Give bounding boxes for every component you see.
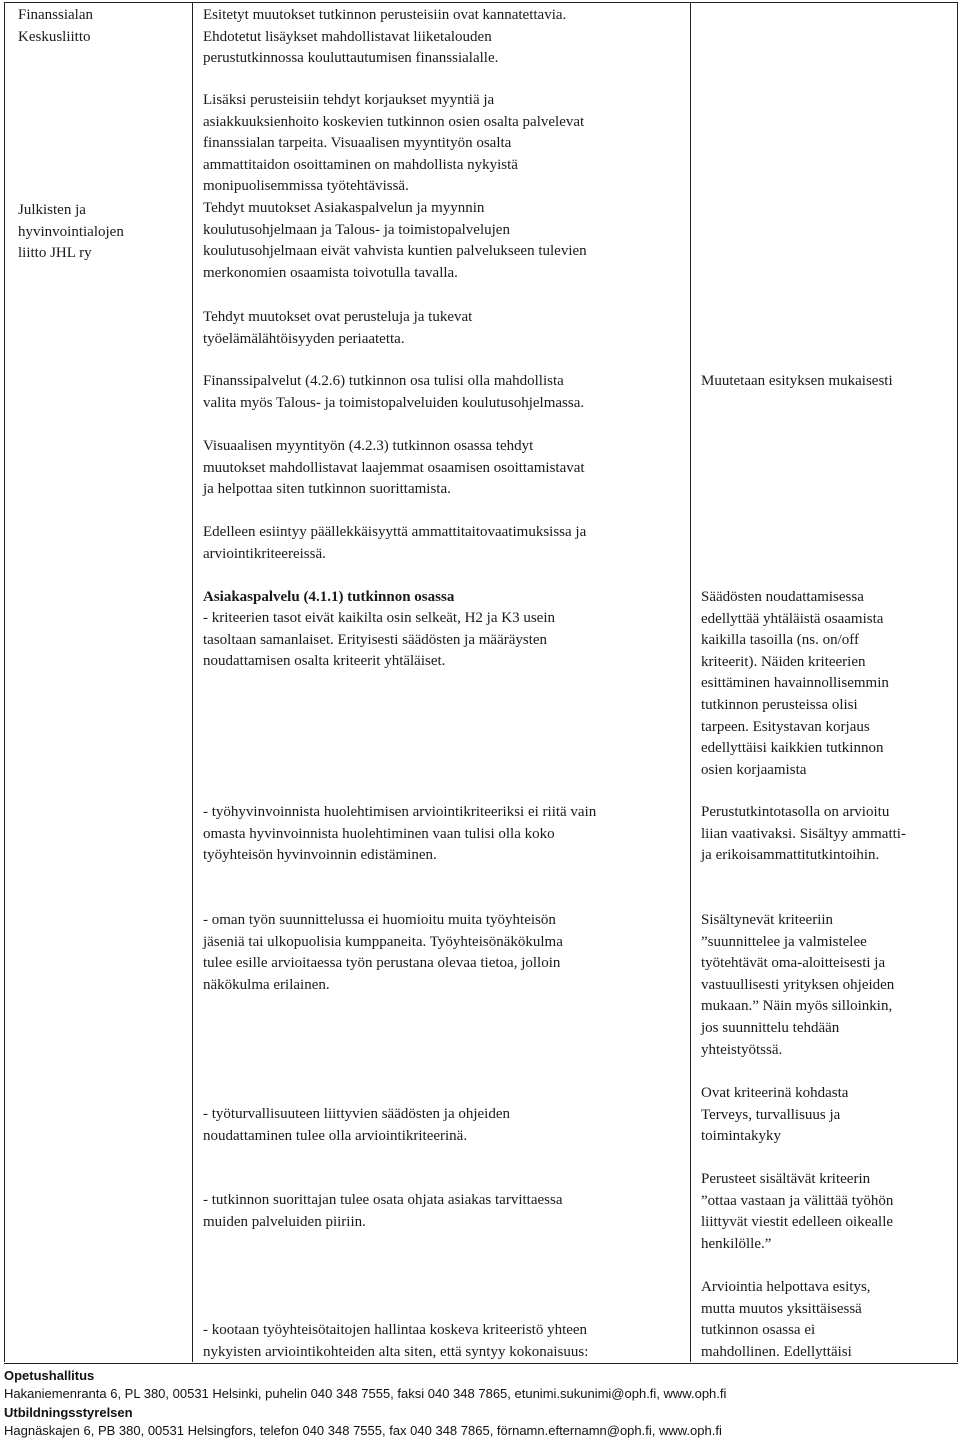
comment-paragraph: monipuolisemmissa työtehtävissä. [203, 178, 409, 195]
response-paragraph: tutkinnon osassa ei [701, 1322, 816, 1339]
comment-paragraph: valita myös Talous- ja toimistopalveluiden koulutusohjelmassa. [203, 394, 585, 411]
comment-paragraph: työelämälähtöisyyden periaatetta. [203, 330, 405, 347]
response-paragraph: yhteistyötssä. [701, 1041, 783, 1058]
response-paragraph: liian vaativaksi. Sisältyy ammatti- [701, 825, 906, 842]
comment-paragraph: Tehdyt muutokset Asiakaspalvelun ja myynnin [203, 200, 485, 216]
table-col-divider-1 [192, 2, 193, 1362]
response-paragraph: Muutetaan esityksen mukaisesti [701, 373, 893, 389]
comment-paragraph: - työhyvinvoinnista huolehtimisen arviointikriteeriksi ei riitä vain [203, 804, 597, 820]
footer-address-fi: Hakaniemenranta 6, PL 380, 00531 Helsinki, puhelin 040 348 7555, faksi 040 348 7865, etunimi.sukunimi@oph.fi, www.oph.fi [4, 1386, 727, 1401]
comment-paragraph: Lisäksi perusteisiin tehdyt korjaukset myyntiä ja [203, 92, 495, 108]
comment-paragraph: merkonomien osaamista toivotulla tavalla. [203, 264, 458, 281]
comment-paragraph: Visuaalisen myyntityön (4.2.3) tutkinnon osassa tehdyt [203, 438, 534, 454]
response-paragraph: tarpeen. Esitystavan korjaus [701, 718, 870, 735]
response-paragraph: ja erikoisammattitutkintoihin. [701, 847, 880, 864]
comment-paragraph: arviointikriteereissä. [203, 545, 326, 562]
comment-paragraph: työyhteisön hyvinvoinnin edistäminen. [203, 847, 437, 864]
response-paragraph: edellyttää yhtäläistä osaamista [701, 610, 884, 627]
response-paragraph: mukaan.” Näin myös silloinkin, [701, 998, 893, 1015]
response-paragraph: Sisältynevät kriteeriin [701, 912, 834, 928]
response-paragraph: mahdollinen. Edellyttäisi [701, 1343, 852, 1360]
response-paragraph: kaikilla tasoilla (ns. on/off [701, 632, 860, 649]
response-paragraph: Ovat kriteerinä kohdasta [701, 1085, 849, 1101]
response-paragraph: henkilölle.” [701, 1235, 772, 1252]
comment-paragraph: Esitetyt muutokset tutkinnon perusteisiin ovat kannatettavia. [203, 7, 567, 23]
response-paragraph: jos suunnittelu tehdään [701, 1020, 840, 1036]
organization-name: hyvinvointialojen [18, 223, 124, 240]
table-left-border [4, 2, 5, 1362]
organization-name: Finanssialan [18, 7, 93, 23]
comment-paragraph: koulutusohjelmaan ja Talous- ja toimistopalvelujen [203, 221, 510, 238]
organization-name: liitto JHL ry [18, 245, 92, 262]
table-top-border [4, 2, 958, 3]
footer-org-fi: Opetushallitus [4, 1368, 95, 1383]
comment-paragraph: Ehdotetut lisäykset mahdollistavat liiketalouden [203, 28, 492, 45]
response-paragraph: kriteerit). Näiden kriteerien [701, 653, 866, 670]
response-paragraph: edellyttäisi kaikkien tutkinnon [701, 740, 884, 757]
comment-paragraph: muiden palveluiden piiriin. [203, 1213, 366, 1230]
comment-paragraph: tulee esille arvioitaessa työn perustana olevaa tietoa, jolloin [203, 955, 561, 972]
comment-paragraph: asiakkuuksienhoito koskevien tutkinnon osien osalta palvelevat [203, 113, 585, 130]
comment-paragraph: muutokset mahdollistavat laajemmat osaamisen osoittamistavat [203, 459, 585, 476]
response-paragraph: ”suunnittelee ja valmistelee [701, 933, 867, 950]
response-paragraph: ”ottaa vastaan ja välittää työhön [701, 1192, 894, 1209]
comment-paragraph: omasta hyvinvoinnista huolehtiminen vaan tulisi olla koko [203, 825, 555, 842]
comment-paragraph: noudattamisen osalta kriteerit yhtäläiset. [203, 653, 446, 670]
comment-paragraph: - kriteerien tasot eivät kaikilta osin selkeät, H2 ja K3 usein [203, 610, 555, 626]
response-paragraph: työtehtävät oma-aloitteisesti ja [701, 955, 886, 972]
response-paragraph: vastuullisesti yrityksen ohjeiden [701, 976, 895, 993]
footer-address-sv: Hagnäskajen 6, PB 380, 00531 Helsingfors, telefon 040 348 7555, fax 040 348 7865, förnamn.efternamn@oph.fi, www.oph.fi [4, 1423, 722, 1438]
comment-paragraph: - oman työn suunnittelussa ei huomioitu muita työyhteisön [203, 912, 556, 928]
response-paragraph: mutta muutos yksittäisessä [701, 1300, 862, 1317]
comment-paragraph: perustutkinnossa kouluttautumisen finanssialalle. [203, 50, 499, 67]
response-paragraph: Arviointia helpottava esitys, [701, 1279, 871, 1295]
comment-paragraph: - kootaan työyhteisötaitojen hallintaa koskeva kriteeristö yhteen [203, 1322, 588, 1338]
response-paragraph: liittyvät viestit edelleen oikealle [701, 1214, 894, 1231]
comment-paragraph: Edelleen esiintyy päällekkäisyyttä ammattitaitovaatimuksissa ja [203, 524, 587, 540]
comment-paragraph: ammattitaidon osoittaminen on mahdollista nykyistä [203, 156, 518, 173]
table-col-divider-2 [690, 2, 691, 1362]
comment-paragraph: tasoltaan samanlaiset. Erityisesti säädösten ja määräysten [203, 631, 548, 648]
table-right-border [957, 2, 958, 1362]
response-paragraph: Säädösten noudattamisessa [701, 589, 864, 605]
response-paragraph: toimintakyky [701, 1128, 781, 1145]
response-paragraph: esittäminen havainnollisemmin [701, 675, 889, 692]
comment-paragraph: - tutkinnon suorittajan tulee osata ohjata asiakas tarvittaessa [203, 1192, 563, 1208]
response-paragraph: Terveys, turvallisuus ja [701, 1106, 841, 1123]
comment-paragraph: Asiakaspalvelu (4.1.1) tutkinnon osassa [203, 589, 455, 605]
response-paragraph: osien korjaamista [701, 761, 807, 778]
comment-paragraph: Finanssipalvelut (4.2.6) tutkinnon osa tulisi olla mahdollista [203, 373, 564, 389]
comment-paragraph: - työturvallisuuteen liittyvien säädösten ja ohjeiden [203, 1106, 511, 1122]
organization-name: Keskusliitto [18, 28, 91, 45]
comment-paragraph: ja helpottaa siten tutkinnon suorittamista. [203, 481, 451, 498]
footer-org-sv: Utbildningsstyrelsen [4, 1405, 133, 1420]
comment-paragraph: näkökulma erilainen. [203, 976, 330, 993]
comment-paragraph: nykyisten arviointikohteiden alta siten, että syntyy kokonaisuus: [203, 1343, 589, 1360]
response-paragraph: Perustutkintotasolla on arvioitu [701, 804, 890, 820]
comment-paragraph: koulutusohjelmaan eivät vahvista kuntien palvelukseen tulevien [203, 243, 587, 260]
comment-paragraph: noudattaminen tulee olla arviointikriteerinä. [203, 1127, 468, 1144]
organization-name: Julkisten ja [18, 202, 86, 218]
comment-paragraph: jäseniä tai ulkopuolisia kumppaneita. Työyhteisönäkökulma [203, 933, 563, 950]
response-paragraph: tutkinnon perusteissa olisi [701, 697, 858, 713]
comment-paragraph: Tehdyt muutokset ovat perusteluja ja tukevat [203, 309, 473, 325]
response-paragraph: Perusteet sisältävät kriteerin [701, 1171, 871, 1187]
comment-paragraph: finanssialan tarpeita. Visuaalisen myyntityön osalta [203, 135, 512, 152]
